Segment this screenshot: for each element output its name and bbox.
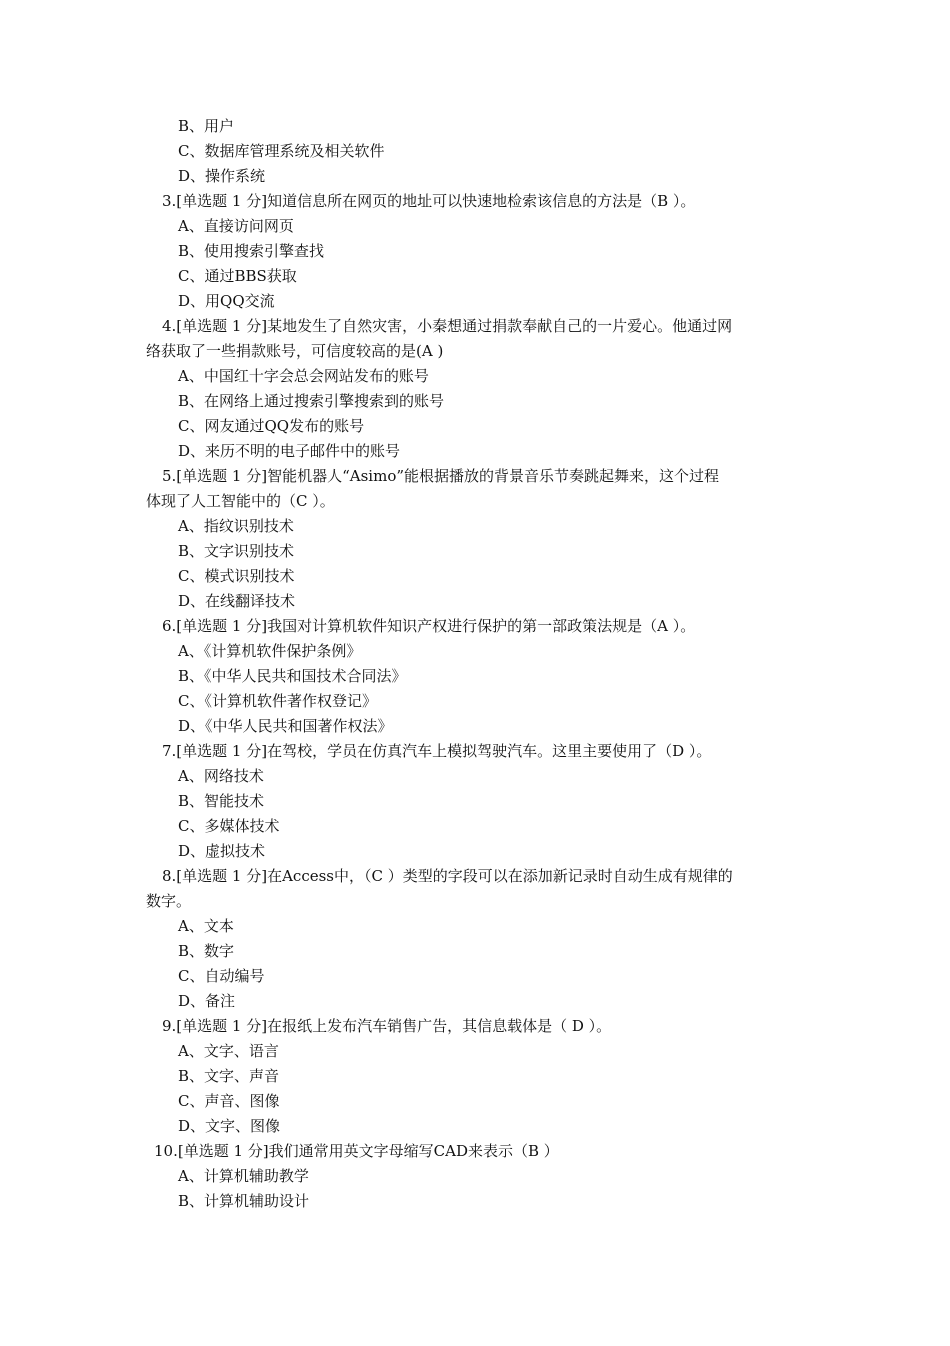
answer-option: D、来历不明的电子邮件中的账号 <box>178 442 401 460</box>
answer-option: A、计算机辅助教学 <box>178 1167 309 1185</box>
answer-option: A、《计算机软件保护条例》 <box>178 642 362 660</box>
answer-option: D、虚拟技术 <box>178 842 266 860</box>
answer-option: D、备注 <box>178 992 236 1010</box>
answer-option: B、计算机辅助设计 <box>178 1192 310 1210</box>
answer-option: C、多媒体技术 <box>178 817 280 835</box>
question-stem-continued: 体现了人工智能中的（C ）。 <box>146 492 335 510</box>
answer-option: D、操作系统 <box>178 167 266 185</box>
answer-option: C、自动编号 <box>178 967 265 985</box>
answer-option: A、指纹识别技术 <box>178 517 294 535</box>
answer-option: D、在线翻译技术 <box>178 592 296 610</box>
answer-option: A、文本 <box>178 917 234 935</box>
answer-option: C、网友通过QQ发布的账号 <box>178 417 365 435</box>
question-stem: 5.[单选题 1 分]智能机器人“Asimo”能根据播放的背景音乐节奏跳起舞来，这个过程 <box>162 467 720 485</box>
question-stem-continued: 数字。 <box>146 892 192 910</box>
answer-option: B、文字、声音 <box>178 1067 280 1085</box>
question-stem: 7.[单选题 1 分]在驾校，学员在仿真汽车上模拟驾驶汽车。这里主要使用了（D ）。 <box>162 742 712 760</box>
answer-option: B、文字识别技术 <box>178 542 295 560</box>
answer-option: B、使用搜索引擎查找 <box>178 242 325 260</box>
answer-option: A、网络技术 <box>178 767 264 785</box>
answer-option: C、通过BBS获取 <box>178 267 297 285</box>
answer-option: A、文字、语言 <box>178 1042 279 1060</box>
answer-option: B、在网络上通过搜索引擎搜索到的账号 <box>178 392 445 410</box>
answer-option: B、用户 <box>178 117 235 135</box>
answer-option: B、智能技术 <box>178 792 265 810</box>
answer-option: D、用QQ交流 <box>178 292 275 310</box>
answer-option: A、直接访问网页 <box>178 217 294 235</box>
answer-option: C、模式识别技术 <box>178 567 295 585</box>
question-stem: 4.[单选题 1 分]某地发生了自然灾害，小秦想通过捐款奉献自己的一片爱心。他通过网 <box>162 317 733 335</box>
answer-option: D、《中华人民共和国著作权法》 <box>178 717 393 735</box>
question-document <box>0 114 950 1214</box>
answer-option: C、《计算机软件著作权登记》 <box>178 692 377 710</box>
answer-option: C、数据库管理系统及相关软件 <box>178 142 385 160</box>
answer-option: B、《中华人民共和国技术合同法》 <box>178 667 407 685</box>
question-stem: 10.[单选题 1 分]我们通常用英文字母缩写CAD来表示（B ） <box>154 1142 559 1160</box>
question-stem: 6.[单选题 1 分]我国对计算机软件知识产权进行保护的第一部政策法规是（A ）。 <box>162 617 696 635</box>
answer-option: B、数字 <box>178 942 235 960</box>
question-stem-continued: 络获取了一些捐款账号，可信度较高的是(A ) <box>146 342 444 360</box>
answer-option: A、中国红十字会总会网站发布的账号 <box>178 367 429 385</box>
question-stem: 3.[单选题 1 分]知道信息所在网页的地址可以快速地检索该信息的方法是（B ）。 <box>162 192 696 210</box>
question-stem: 8.[单选题 1 分]在Access中，（C ）类型的字段可以在添加新记录时自动生成有规律的 <box>162 867 733 885</box>
answer-option: D、文字、图像 <box>178 1117 281 1135</box>
answer-option: C、声音、图像 <box>178 1092 280 1110</box>
question-stem: 9.[单选题 1 分]在报纸上发布汽车销售广告，其信息载体是（ D ）。 <box>162 1017 612 1035</box>
